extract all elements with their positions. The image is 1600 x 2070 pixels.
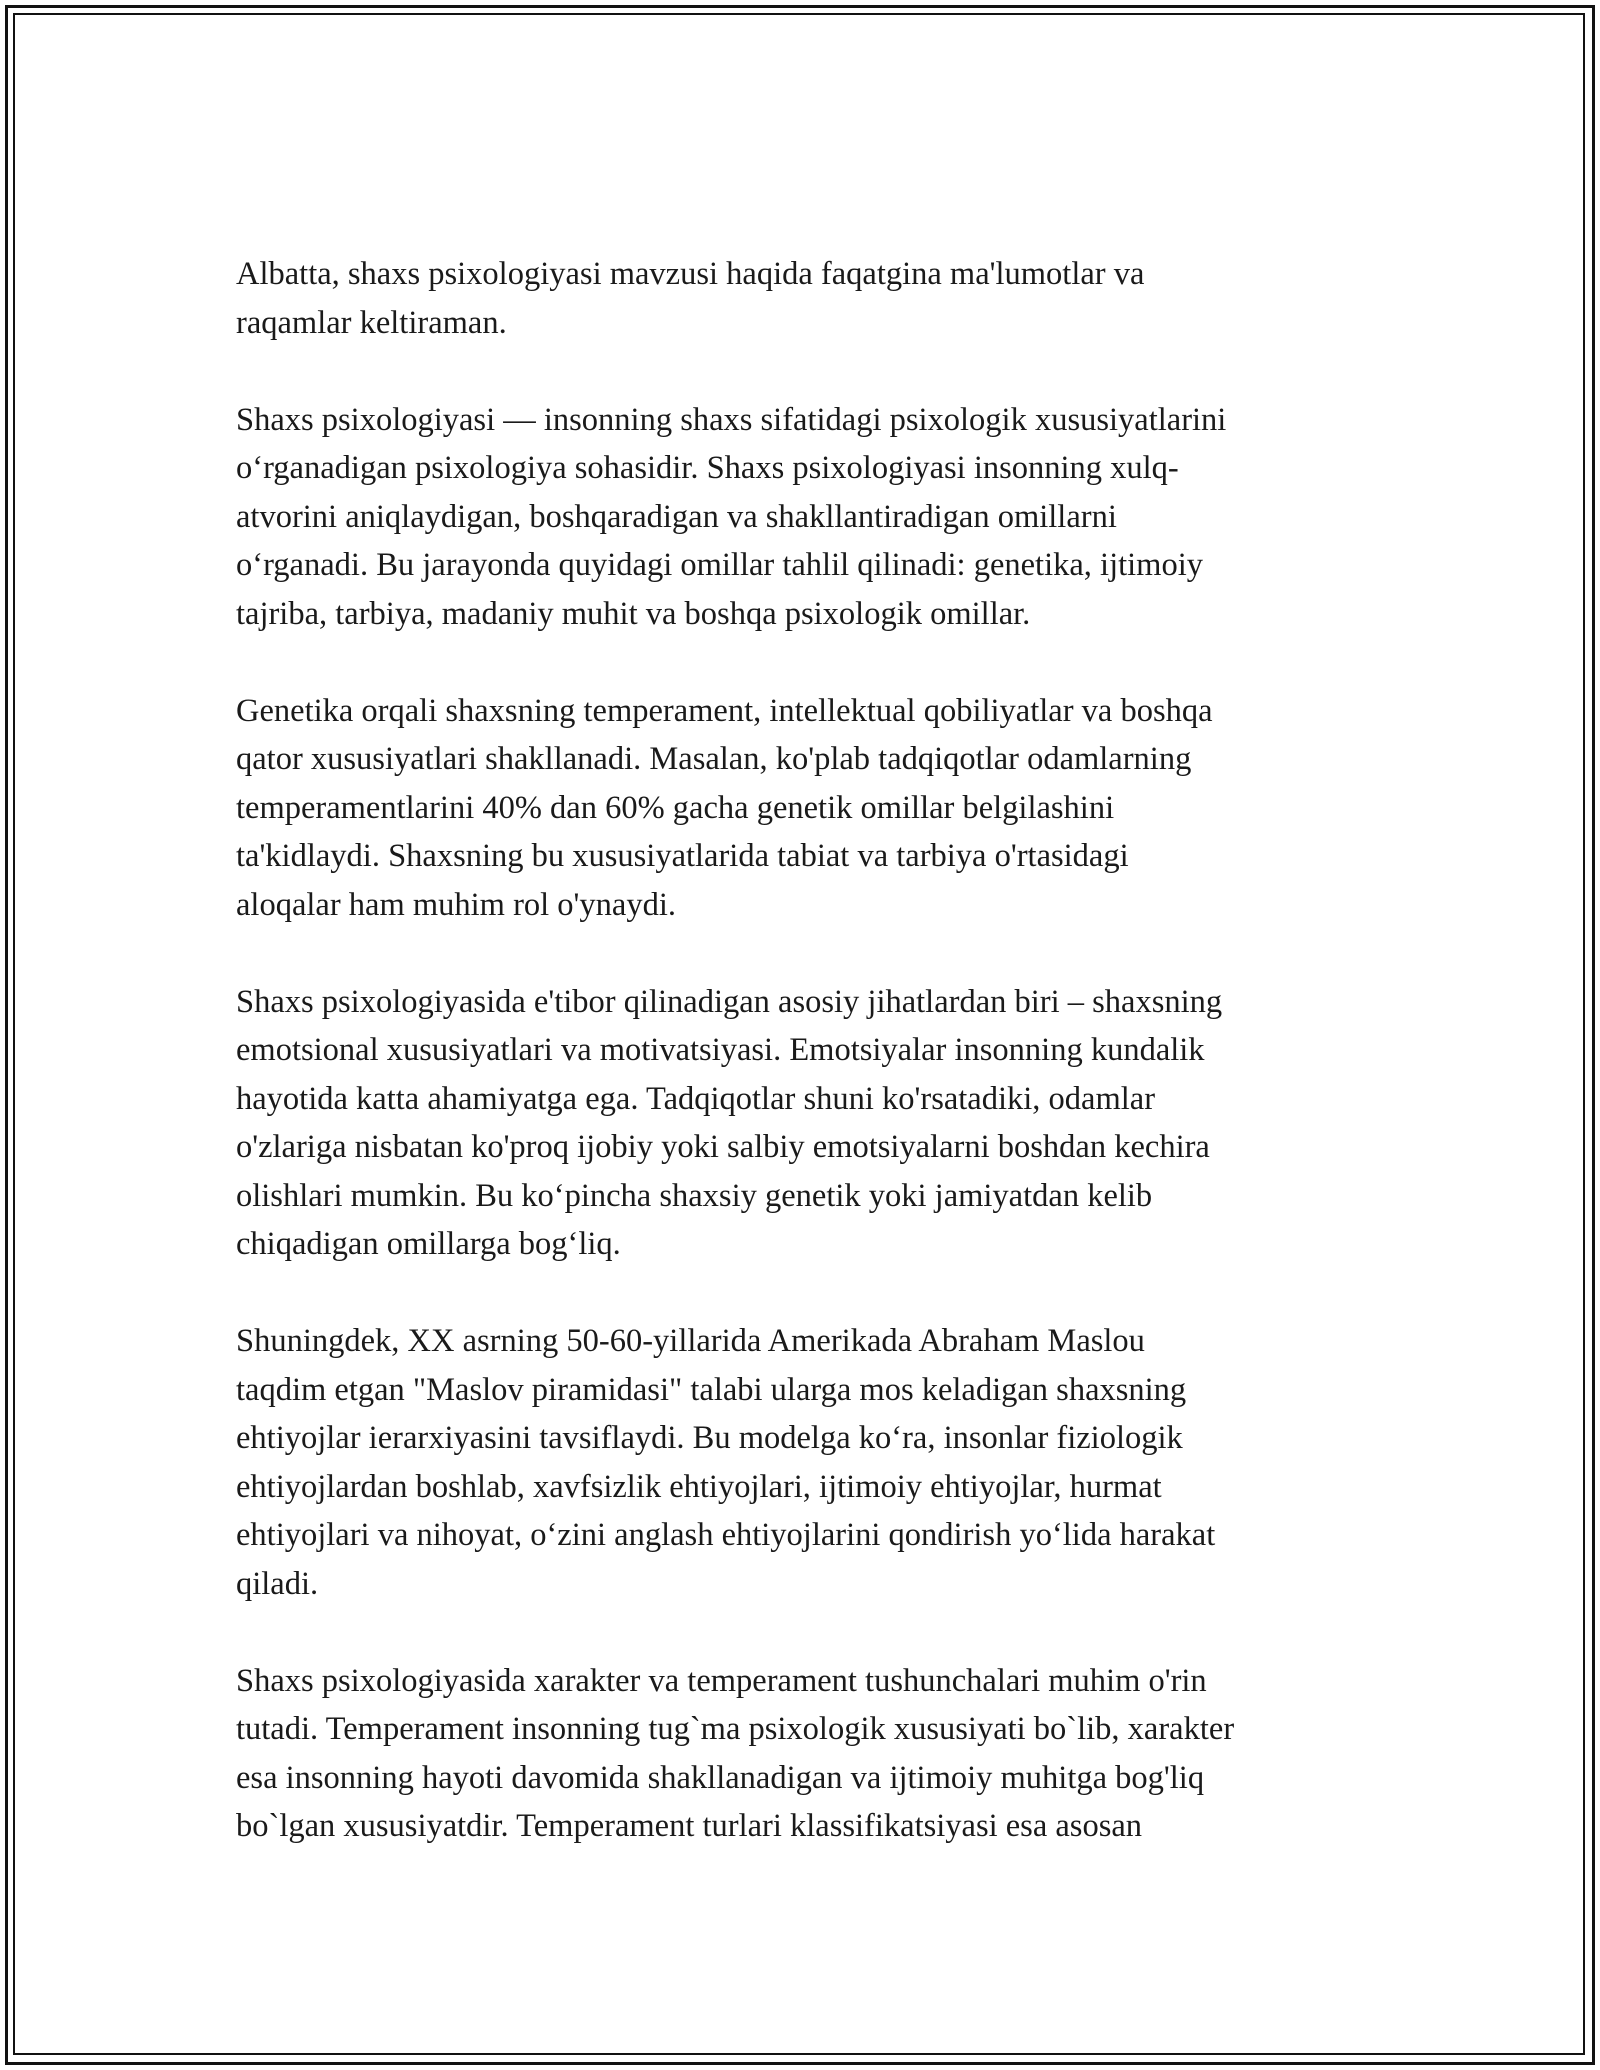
text-line: olishlari mumkin. Bu ko‘pincha shaxsiy genetik yoki jamiyatdan kelib: [236, 1177, 1153, 1214]
text-line: bo`lgan xususiyatdir. Temperament turlari klassifikatsiyasi esa asosan: [236, 1808, 1143, 1844]
text-line: qiladi.: [236, 1565, 319, 1602]
text-line: aloqalar ham muhim rol o'ynaydi.: [236, 886, 676, 923]
text-line: hayotida katta ahamiyatga ega. Tadqiqotlar shuni ko'rsatadiki, odamlar: [236, 1080, 1156, 1117]
text-line: atvorini aniqlaydigan, boshqaradigan va shakllantiradigan omillarni: [236, 498, 1117, 535]
text-line: ehtiyojlar ierarxiyasini tavsiflaydi. Bu modelga ko‘ra, insonlar fiziologik: [236, 1420, 1183, 1456]
document-body: [236, 250, 1376, 1899]
text-line: Shaxs psixologiyasida e'tibor qilinadigan asosiy jihatlardan biri – shaxsning: [236, 983, 1223, 1020]
text-line: taqdim etgan "Maslov piramidasi" talabi ularga mos keladigan shaxsning: [236, 1371, 1187, 1408]
text-line: raqamlar keltiraman.: [236, 304, 507, 341]
text-line: o'zlariga nisbatan ko'proq ijobiy yoki salbiy emotsiyalarni boshdan kechira: [236, 1129, 1210, 1165]
text-line: Shuningdek, XX asrning 50-60-yillarida Amerikada Abraham Maslou: [236, 1323, 1145, 1359]
text-line: Albatta, shaxs psixologiyasi mavzusi haqida faqatgina ma'lumotlar va: [236, 256, 1145, 292]
text-line: Shaxs psixologiyasi — insonning shaxs sifatidagi psixologik xususiyatlarini: [236, 401, 1227, 438]
text-line: temperamentlarini 40% dan 60% gacha genetik omillar belgilashini: [236, 789, 1115, 826]
text-line: ehtiyojlari va nihoyat, o‘zini anglash ehtiyojlarini qondirish yo‘lida harakat: [236, 1517, 1216, 1553]
paragraph-definition: [236, 396, 1376, 639]
paragraph-intro: [236, 250, 1376, 347]
paragraph-emotions: [236, 978, 1376, 1269]
text-line: o‘rganadi. Bu jarayonda quyidagi omillar tahlil qilinadi: genetika, ijtimoiy: [236, 547, 1203, 583]
text-line: o‘rganadigan psixologiya sohasidir. Shaxs psixologiyasi insonning xulq-: [236, 450, 1179, 486]
text-line: Shaxs psixologiyasida xarakter va temperament tushunchalari muhim o'rin: [236, 1662, 1207, 1699]
paragraph-temperament: [236, 1657, 1376, 1851]
text-line: Genetika orqali shaxsning temperament, intellektual qobiliyatlar va boshqa: [236, 692, 1213, 729]
text-line: qator xususiyatlari shakllanadi. Masalan, ko'plab tadqiqotlar odamlarning: [236, 741, 1192, 777]
text-line: chiqadigan omillarga bog‘liq.: [236, 1226, 621, 1262]
text-line: tutadi. Temperament insonning tug`ma psixologik xususiyati bo`lib, xarakter: [236, 1711, 1235, 1747]
text-line: emotsional xususiyatlari va motivatsiyasi. Emotsiyalar insonning kundalik: [236, 1032, 1205, 1068]
text-line: ehtiyojlardan boshlab, xavfsizlik ehtiyojlari, ijtimoiy ehtiyojlar, hurmat: [236, 1468, 1162, 1505]
text-line: tajriba, tarbiya, madaniy muhit va boshqa psixologik omillar.: [236, 595, 1031, 632]
paragraph-maslow: [236, 1317, 1376, 1608]
paragraph-genetics: [236, 687, 1376, 930]
text-line: ta'kidlaydi. Shaxsning bu xususiyatlarida tabiat va tarbiya o'rtasidagi: [236, 838, 1129, 874]
text-line: esa insonning hayoti davomida shakllanadigan va ijtimoiy muhitga bog'liq: [236, 1759, 1205, 1796]
